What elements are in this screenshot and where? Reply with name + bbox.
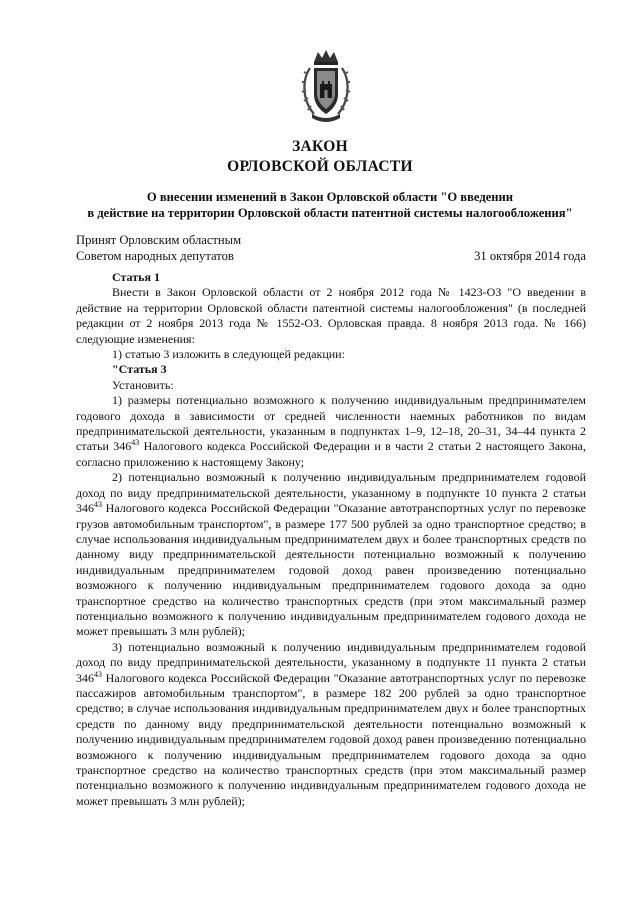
item-3-sup: 43 <box>94 669 102 679</box>
item-1-text-a: 1) размеры потенциально возможного к получению индивидуальным предпринимателем годового дохода в зависимости от средней численности наемных работников по видам предпринимательской деятельности, указанным в подпунктах 1–9, 12–18, 20–31, 34–44 пункта 2 статьи 346 <box>76 393 586 454</box>
item-2-text-b: Налогового кодекса Российской Федерации "Оказание автотранспортных услуг по перевозке грузов автомобильным транспортом", в размере 177 500 рублей за одно транспортное средство; в случае использования индивидуальным предпринимателем двух и более транспортных средств по данному виду предпринимательской деятельности потенциально возможный к получению индивидуальным предпринимателем годовой доход равен произведению потенциально возможного к получению индивидуальным предпринимателем годового дохода за одно транспортное средство на количество транспортных средств (при этом максимальный размер потенциально возможного к получению индивидуальным предпринимателем годового дохода не может превышать 3 млн рублей); <box>76 501 586 639</box>
item-2-sup: 43 <box>94 500 102 510</box>
paragraph-item-3 <box>76 640 586 809</box>
adoption-date: 31 октября 2014 года <box>474 249 586 263</box>
article-1-heading: Статья 1 <box>112 270 160 284</box>
paragraph-amendment-1: 1) статью 3 изложить в следующей редакции: <box>112 347 345 362</box>
item-1-text-b: Налогового кодекса Российской Федерации и в части 2 статьи 2 настоящего Закона, согласно приложению к настоящему Закону; <box>76 439 586 469</box>
paragraph-item-2 <box>76 470 586 639</box>
adopted-line2: Советом народных депутатов <box>76 249 234 263</box>
item-1-sup: 43 <box>131 438 140 448</box>
subtitle-line2: в действие на территории Орловской области патентной системы налогообложения" <box>87 206 573 220</box>
paragraph-intro: Внести в Закон Орловской области от 2 ноября 2012 года № 1423-ОЗ "О введении в действие на территории Орловской области патентной системы налогообложения" (в последней редакции от 2 ноября 2013 года № 1552-ОЗ. Орловская правда. 8 ноября 2013 года. № 166) следующие изменения: <box>76 285 586 346</box>
document-title-line2: ОРЛОВСКОЙ ОБЛАСТИ <box>227 158 413 175</box>
item-2-text-a: 2) потенциально возможный к получению индивидуальным предпринимателем годовой доход по виду предпринимательской деятельности, указанному в подпункте 10 пункта 2 статьи 346 <box>76 470 586 516</box>
adopted-line1: Принят Орловским областным <box>76 233 242 247</box>
coat-of-arms-emblem <box>300 48 352 126</box>
item-3-text-a: 3) потенциально возможный к получению индивидуальным предпринимателем годовой доход по виду предпринимательской деятельности, указанному в подпункте 11 пункта 2 статьи 346 <box>76 639 586 685</box>
article-3-heading: "Статья 3 <box>112 362 167 377</box>
document-body <box>76 270 586 809</box>
subtitle-line1: О внесении изменений в Закон Орловской области "О введении <box>146 190 514 204</box>
document-subtitle <box>70 189 590 221</box>
document-title-line1: ЗАКОН <box>292 138 348 155</box>
paragraph-item-1 <box>76 393 586 470</box>
item-3-text-b: Налогового кодекса Российской Федерации "Оказание автотранспортных услуг по перевозке пассажиров автомобильным транспортом", в размере 182 200 рублей за одно транспортное средство; в случае использования индивидуальным предпринимателем двух и более транспортных средств по данному виду предпринимательской деятельности потенциально возможный к получению индивидуальным предпринимателем годовой доход равен произведению потенциально возможного к получению индивидуальным предпринимателем годового дохода за одно транспортное средство на количество транспортных средств (при этом максимальный размер потенциально возможного к получению индивидуальным предпринимателем годового дохода не может превышать 3 млн рублей); <box>76 670 586 808</box>
adoption-block <box>76 232 586 264</box>
paragraph-establish: Установить: <box>112 377 174 392</box>
